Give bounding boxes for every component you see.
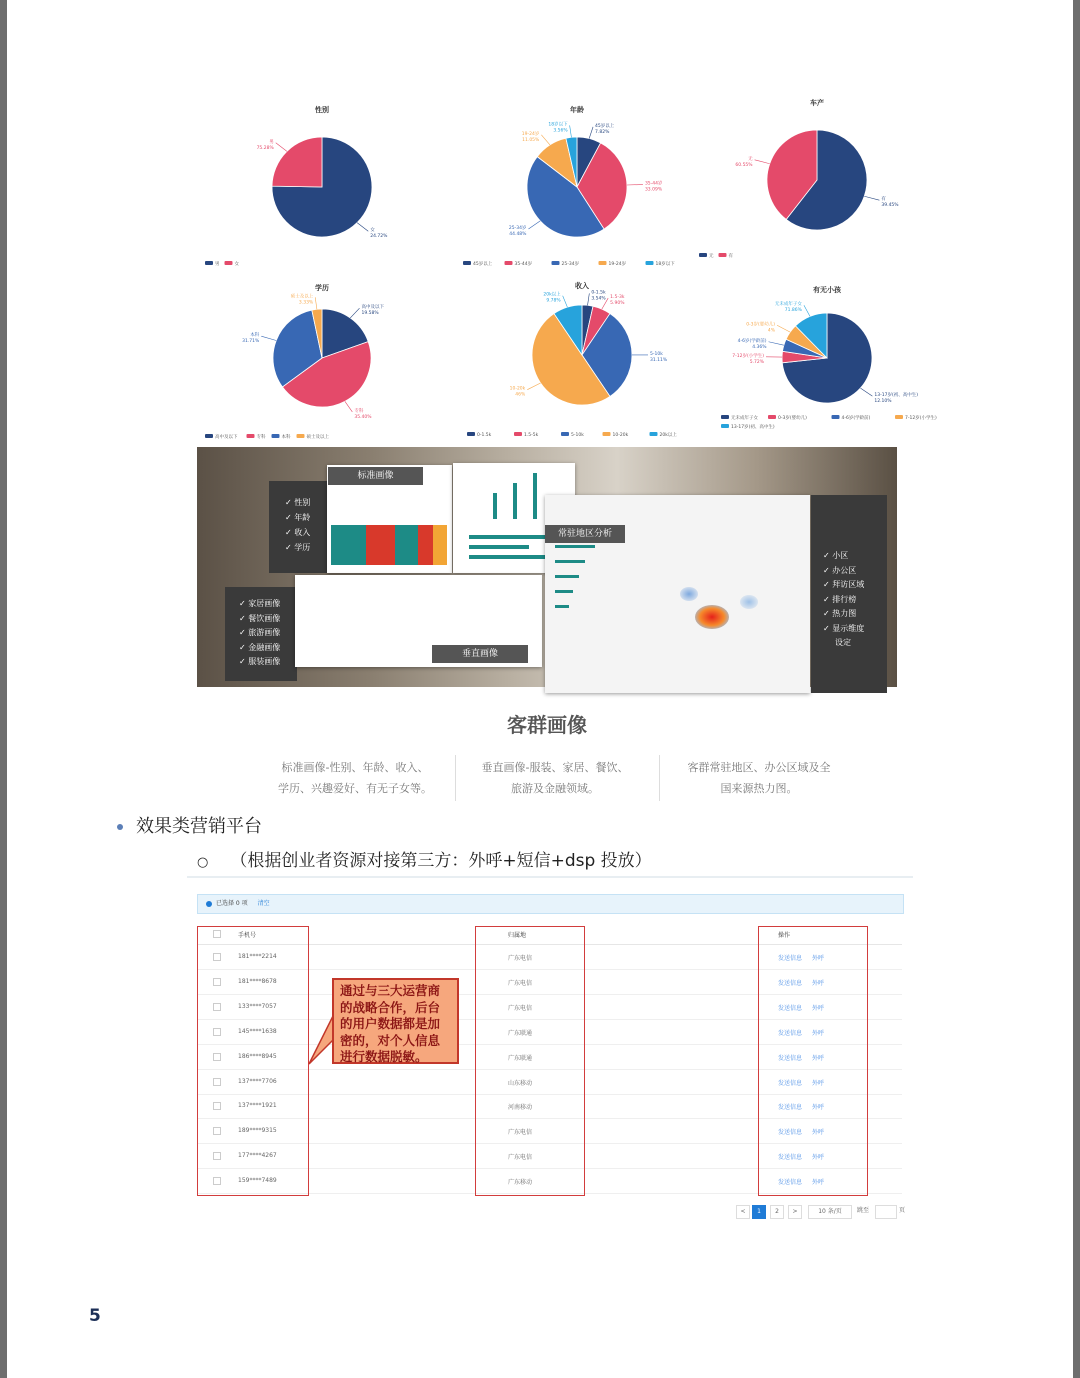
legend-swatch [721,415,729,419]
check-item: ✓ 热力图 [823,609,857,618]
location-cell: 广东电信 [508,979,533,987]
pie-slice [272,137,322,187]
slice-label: 25-34岁 [508,226,527,232]
slice-label: 4-6岁(学龄前) [737,338,767,344]
location-cell: 广东移动 [508,1179,533,1187]
phone-cell: 181****2214 [238,953,277,960]
phone-cell: 133****7057 [238,1002,277,1010]
slice-label: 0-1.5k [591,290,606,296]
slice-label: 18岁以下 [548,122,568,128]
region-analysis-tag: 常驻地区分析 [545,525,625,543]
document-page [7,0,1073,1378]
call-link[interactable]: 外呼 [812,1104,825,1112]
legend-swatch [646,261,654,265]
label-leader [864,196,879,200]
slice-label: 高中及以下 [361,305,385,311]
legend-label: 19-24岁 [608,262,627,267]
check-item: ✓ 拜访区域 [823,580,865,589]
call-link[interactable]: 外呼 [812,1154,825,1162]
clear-link[interactable]: 清空 [257,900,270,907]
slice-label: 3.56% [553,128,568,134]
slice-label: 4.36% [752,344,767,350]
slice-label: 硕士及以上 [290,294,314,300]
location-cell: 河南移动 [508,1104,533,1112]
legend-swatch [561,432,569,436]
phone-list-table [187,876,913,1223]
location-cell: 广东电信 [508,1004,533,1012]
label-leader [769,342,784,345]
label-leader [570,125,572,137]
legend-swatch [205,261,213,265]
header-location: 归属地 [508,932,527,939]
banner-desc-vertical: 垂直画像-服装、家居、餐饮、 旅游及金融领域。 [481,761,629,795]
call-link[interactable]: 外呼 [812,1004,825,1012]
slice-label: 9.78% [546,298,561,304]
legend-swatch [650,432,658,436]
legend-label: 18岁以下 [655,262,675,267]
legend-swatch [895,415,903,419]
location-cell: 广东联通 [508,1054,533,1062]
heatmap-block [331,525,447,565]
banner-desc-standard: 标准画像-性别、年龄、收入、 学历、兴趣爱好、有无子女等。 [278,761,432,795]
page-size-select[interactable]: 10 条/页 [808,1205,852,1219]
legend-label: 专科 [256,435,266,440]
slice-label: 35.40% [354,414,372,420]
send-sms-link[interactable]: 发送信息 [778,1054,803,1062]
call-link[interactable]: 外呼 [812,955,825,962]
label-leader [315,297,317,309]
customer-portrait-banner [197,447,897,799]
legend-label: 0-3岁(婴幼儿) [778,416,807,421]
slice-label: 3.54% [591,296,606,302]
legend-swatch [205,434,213,438]
slice-label: 39.45% [881,203,899,209]
legend-label: 男 [215,262,220,267]
check-item: ✓ 金融画像 [239,642,281,652]
page-label: 页 [897,1205,907,1217]
check-item: 设定 [835,638,851,647]
goto-label: 跳至 [853,1205,873,1217]
circle-bullet-icon: ○ [197,855,209,870]
label-leader [345,401,352,412]
check-item: ✓ 家居画像 [239,599,281,608]
label-leader [588,293,590,305]
page-number: 5 [89,1306,101,1326]
highlight-box-phone [197,926,309,1196]
slice-label: 35-44岁 [644,181,663,187]
location-cell: 广东电信 [508,1154,533,1162]
send-sms-link[interactable]: 发送信息 [778,1004,803,1012]
label-leader [350,308,359,318]
info-icon [206,901,212,907]
slice-label: 7.82% [595,129,610,135]
heat-spot [695,605,729,629]
legend-label: 无 [709,254,714,259]
slice-label: 24.72% [370,234,388,240]
callout-note: 通过与三大运营商的战略合作，后台的用户数据都是加密的，对个人信息进行数据脱敏。 [332,978,459,1064]
pie-charts-svg [7,0,1073,450]
phone-cell: 145****1638 [238,1027,277,1035]
next-page-button[interactable]: > [788,1205,802,1219]
chart-title: 车产 [810,99,824,107]
legend-swatch [463,261,471,265]
send-sms-link[interactable]: 发送信息 [778,1129,803,1137]
call-link[interactable]: 外呼 [812,1029,825,1037]
phone-cell: 181****8678 [238,977,277,985]
check-item: ✓ 排行榜 [823,594,857,604]
slice-label: 5-10k [650,351,663,357]
goto-page-input[interactable] [875,1205,897,1219]
page-2-button[interactable]: 2 [770,1205,784,1219]
slice-label: 本科 [250,333,260,339]
legend-swatch [514,432,522,436]
call-link[interactable]: 外呼 [812,1129,825,1137]
banner-title: 客群画像 [507,713,587,737]
label-leader [527,383,540,390]
legend-label: 高中及以下 [215,435,238,440]
slice-label: 4% [767,328,776,334]
highlight-box-actions [758,926,868,1196]
heat-spot [680,587,698,601]
check-item: ✓ 学历 [285,543,311,552]
phone-cell: 137****7706 [238,1077,277,1085]
chart-title: 性别 [315,106,329,114]
slice-label: 31.71% [242,339,260,345]
page-1-button[interactable]: 1 [752,1205,766,1219]
slice-label: 女 [370,228,375,234]
label-leader [777,325,790,332]
legend-label: 1.5-5k [524,433,539,438]
send-sms-link[interactable]: 发送信息 [778,1079,803,1087]
send-sms-link[interactable]: 发送信息 [778,1179,803,1187]
slice-label: 0-3岁(婴幼儿) [746,322,776,328]
label-leader [804,305,810,316]
location-cell: 广东联通 [508,1029,533,1037]
legend-swatch [721,424,729,428]
pie-chart-grid [7,0,1073,450]
legend-label: 本科 [281,435,291,440]
check-item: ✓ 收入 [285,528,311,537]
slice-label: 5.72% [749,359,765,365]
legend-label: 硕士及以上 [306,435,329,440]
legend-label: 0-1.5k [477,433,492,438]
vertical-portrait-tag: 垂直画像 [432,645,528,663]
chart-title: 学历 [315,284,329,292]
send-sms-link[interactable]: 发送信息 [778,1104,803,1112]
legend-swatch [768,415,776,419]
label-leader [541,135,550,145]
check-item: ✓ 性别 [285,498,311,507]
legend-swatch [599,261,607,265]
call-link[interactable]: 外呼 [812,1079,825,1087]
location-cell: 山东移动 [508,1079,533,1087]
chart-title: 年龄 [570,106,584,114]
phone-cell: 189****9315 [238,1127,277,1135]
slice-label: 5.90% [610,301,625,307]
header-phone: 手机号 [238,932,257,939]
legend-swatch [603,432,611,436]
slice-label: 19.58% [361,311,379,317]
check-item: ✓ 餐饮画像 [239,613,281,623]
label-leader [589,127,593,139]
legend-label: 25-34岁 [561,262,580,267]
slice-label: 46% [515,392,526,398]
slice-label: 33.09% [644,187,663,193]
label-leader [563,296,568,307]
slice-label: 71.86% [784,308,802,314]
heat-spot [740,595,758,609]
legend-swatch [552,261,560,265]
slice-label: 3.33% [298,300,314,306]
legend-label: 有 [728,254,733,259]
bullet-heading: 效果类营销平台 [117,812,262,838]
legend-swatch [272,434,280,438]
chart-title: 收入 [575,282,589,290]
bullet-dot [117,824,123,830]
legend-label: 5-10k [571,433,584,438]
send-sms-link[interactable]: 发送信息 [778,1029,803,1037]
phone-cell: 177****4267 [238,1152,277,1160]
slice-label: 10-20k [509,386,526,392]
phone-cell: 159****7489 [238,1177,277,1185]
legend-swatch [467,432,475,436]
slice-label: 专科 [354,408,364,414]
header-actions: 操作 [778,932,791,939]
legend-swatch [832,415,840,419]
label-leader [755,160,770,164]
label-leader [860,388,872,396]
legend-label: 10-20k [612,433,629,438]
legend-swatch [225,261,233,265]
send-sms-link[interactable]: 发送信息 [778,1154,803,1162]
legend-label: 7-12岁(小学生) [905,416,937,421]
prev-page-button[interactable]: < [736,1205,750,1219]
legend-label: 35-44岁 [514,262,533,267]
slice-label: 1.5-3k [610,295,625,301]
legend-label: 20k以上 [659,433,677,438]
label-leader [276,143,287,152]
slice-label: 13-17岁(初、高中生) [874,393,918,399]
slice-label: 31.11% [650,357,668,363]
legend-swatch [699,253,707,257]
slice-label: 无未成年子女 [774,302,802,308]
call-link[interactable]: 外呼 [812,979,825,987]
highlight-box-location [475,926,585,1196]
legend-swatch [505,261,513,265]
selection-bar: 已选择 0 项 清空 [197,894,904,914]
check-item: ✓ 显示维度 [823,623,865,633]
legend-swatch [247,434,255,438]
send-sms-link[interactable]: 发送信息 [778,979,803,987]
slice-label: 45岁以上 [595,123,615,129]
slice-label: 20k以上 [543,292,561,298]
slice-label: 无 [748,156,753,162]
call-link[interactable]: 外呼 [812,1179,825,1187]
legend-label: 45岁以上 [473,262,493,267]
standard-portrait-tag: 标准画像 [328,467,423,485]
legend-label: 13-17岁(初、高中生) [731,425,775,430]
label-leader [261,336,276,340]
check-item: ✓ 年龄 [285,513,311,522]
send-sms-link[interactable]: 发送信息 [778,955,803,962]
vertical-attributes-panel [225,587,297,681]
phone-cell: 186****8945 [238,1052,277,1060]
slice-label: 19-24岁 [521,131,540,137]
slice-label: 7-12岁(小学生) [732,353,765,359]
slice-label: 44.48% [509,232,527,238]
legend-label: 女 [234,262,239,267]
legend-swatch [719,253,727,257]
chart-title: 有无小孩 [813,286,841,294]
banner-desc-region: 客群常驻地区、办公区域及全 国来源热力图。 [687,761,831,795]
label-leader [357,223,368,232]
check-item: ✓ 旅游画像 [239,628,281,637]
check-item: ✓ 服装画像 [239,657,281,666]
phone-cell: 137****1921 [238,1102,277,1110]
check-item: ✓ 办公区 [823,565,857,575]
location-cell: 广东电信 [508,955,533,962]
legend-swatch [297,434,305,438]
legend-label: 无未成年子女 [731,416,758,421]
legend-label: 4-6岁(学龄前) [841,416,871,421]
label-leader [528,221,540,229]
region-options-panel [811,495,887,693]
location-cell: 广东电信 [508,1129,533,1137]
slice-label: 75.28% [256,145,274,151]
sub-bullet: ○ （根据创业者资源对接第三方：外呼+短信+dsp 投放） [197,851,652,871]
slice-label: 有 [881,197,886,203]
slice-label: 12.10% [874,399,892,405]
check-item: ✓ 小区 [823,551,849,560]
call-link[interactable]: 外呼 [812,1054,825,1062]
slice-label: 男 [269,139,274,145]
slice-label: 11.05% [522,137,540,143]
slice-label: 60.55% [735,162,753,168]
